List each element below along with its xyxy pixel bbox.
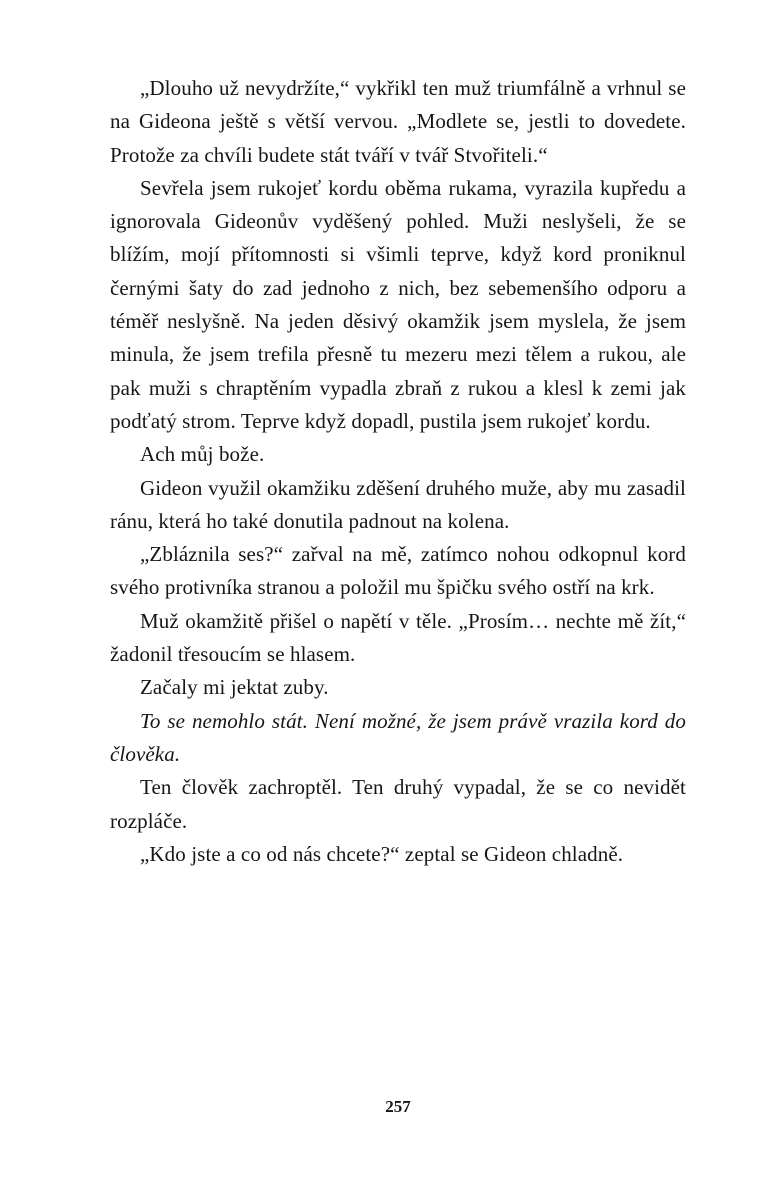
paragraph: Ach můj bože.	[140, 442, 265, 467]
page-number: 257	[385, 1097, 411, 1116]
paragraph: Muž okamžitě přišel o napětí v těle. „Prosím… nechte mě žít,“ žadonil třesoucím se hlasem.	[110, 608, 686, 667]
paragraph: Gideon využil okamžiku zděšení druhého muže, aby mu zasadil ránu, která ho také donutila padnout na kolena.	[110, 475, 686, 533]
paragraph-italic: To se nemohlo stát. Není možné, že jsem právě vrazila kord do člověka.	[110, 708, 686, 766]
paragraph: „Kdo jste a co od nás chcete?“ zeptal se Gideon chladně.	[140, 841, 624, 866]
paragraph: „Zbláznila ses?“ zařval na mě, zatímco nohou odkopnul kord svého protivníka stranou a položil mu špičku svého ostří na krk.	[110, 542, 686, 600]
paragraph: Začaly mi jektat zuby.	[140, 675, 329, 700]
page-text	[110, 72, 686, 871]
paragraph: „Dlouho už nevydržíte,“ vykřikl ten muž triumfálně a vrhnul se na Gideona ještě s větší vervou. „Modlete se, jestli to dovedete. Protože za chvíli budete stát tváří v tvář Stvořiteli.“	[110, 76, 686, 167]
paragraph: Sevřela jsem rukojeť kordu oběma rukama, vyrazila kupředu a ignorovala Gideonův vyděšený pohled. Muži neslyšeli, že se blížím, mojí přítomnosti si všimli teprve, když kord proniknul černými šaty do zad jednoho z nich, bez sebemenšího odporu a téměř neslyšně. Na jeden děsivý okamžik jsem myslela, že jsem minula, že jsem trefila přesně tu mezeru mezi tělem a rukou, ale pak muži s chraptěním vypadla zbraň z rukou a klesl k zemi jak podťatý strom. Teprve když dopadl, pustila jsem rukojeť kordu.	[110, 175, 686, 433]
paragraph: Ten člověk zachroptěl. Ten druhý vypadal, že se co nevidět rozpláče.	[110, 775, 686, 833]
